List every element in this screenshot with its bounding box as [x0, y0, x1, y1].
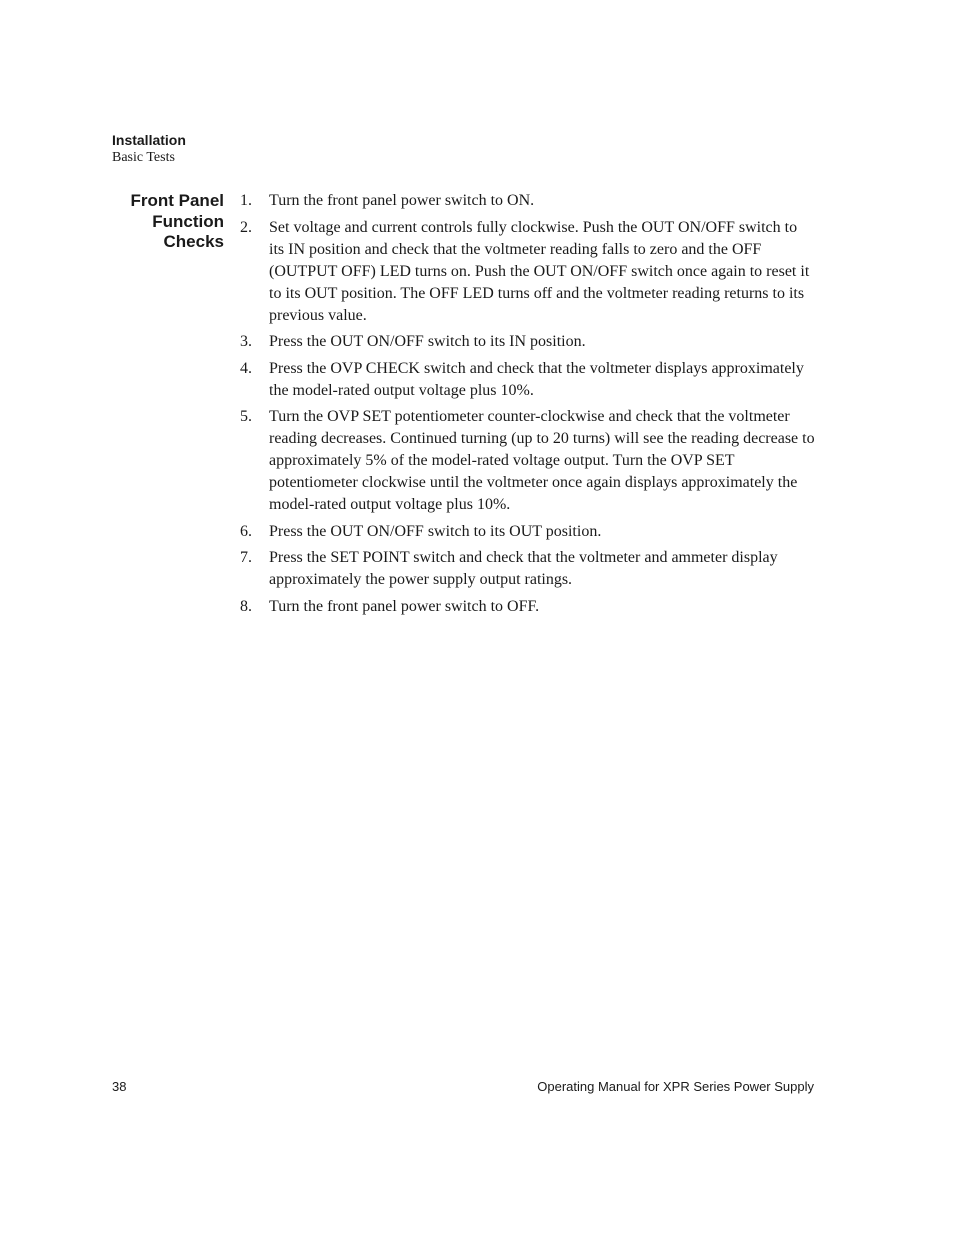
procedure-steps — [240, 190, 815, 622]
step-item — [240, 547, 815, 591]
running-header — [112, 131, 186, 167]
step-text: Press the OUT ON/OFF switch to its OUT position. — [269, 522, 602, 540]
step-number: 6. — [240, 522, 252, 540]
step-number: 5. — [240, 408, 252, 425]
page-number: 38 — [112, 1079, 127, 1094]
step-number: 7. — [240, 549, 252, 566]
document-title: Operating Manual for XPR Series Power Supply — [537, 1079, 814, 1094]
step-item — [240, 521, 815, 543]
step-text: Press the OUT ON/OFF switch to its IN position. — [269, 333, 586, 350]
step-item — [240, 596, 815, 618]
step-text: Turn the front panel power switch to ON. — [269, 192, 535, 209]
step-number: 8. — [240, 597, 252, 615]
section-title: Basic Tests — [112, 150, 175, 165]
step-number: 1. — [240, 192, 252, 209]
step-item — [240, 217, 815, 327]
step-text: Turn the OVP SET potentiometer counter-clockwise and check that the voltmeter reading decreases. Continued turning (up to 20 turns) will see the reading decrease to approximately 5% of the model-rated voltage output. Turn the OVP SET potentiometer clockwise until the voltmeter once again displays approximately the model-rated output voltage plus 10%. — [269, 408, 815, 513]
chapter-title: Installation — [112, 132, 186, 148]
side-heading-line: Checks — [163, 232, 224, 251]
step-item — [240, 358, 815, 402]
step-text: Press the SET POINT switch and check that the voltmeter and ammeter display approximately the power supply output ratings. — [269, 549, 778, 588]
side-heading-line: Function — [152, 211, 224, 231]
step-number: 2. — [240, 218, 252, 236]
step-item — [240, 406, 815, 516]
step-number: 3. — [240, 333, 252, 350]
side-heading-line: Front Panel — [130, 191, 224, 210]
step-item — [240, 190, 815, 212]
step-number: 4. — [240, 359, 252, 377]
step-text: Press the OVP CHECK switch and check that the voltmeter displays approximately the model-rated output voltage plus 10%. — [269, 359, 804, 399]
step-item — [240, 331, 815, 353]
step-text: Turn the front panel power switch to OFF. — [269, 597, 540, 615]
side-heading — [94, 191, 224, 253]
step-text: Set voltage and current controls fully clockwise. Push the OUT ON/OFF switch to its IN position and check that the voltmeter reading falls to zero and the OFF (OUTPUT OFF) LED turns on. Push the OUT ON/OFF switch once again to reset it to its OUT position. The OFF LED turns off and the voltmeter reading returns to its previous value. — [269, 218, 810, 324]
